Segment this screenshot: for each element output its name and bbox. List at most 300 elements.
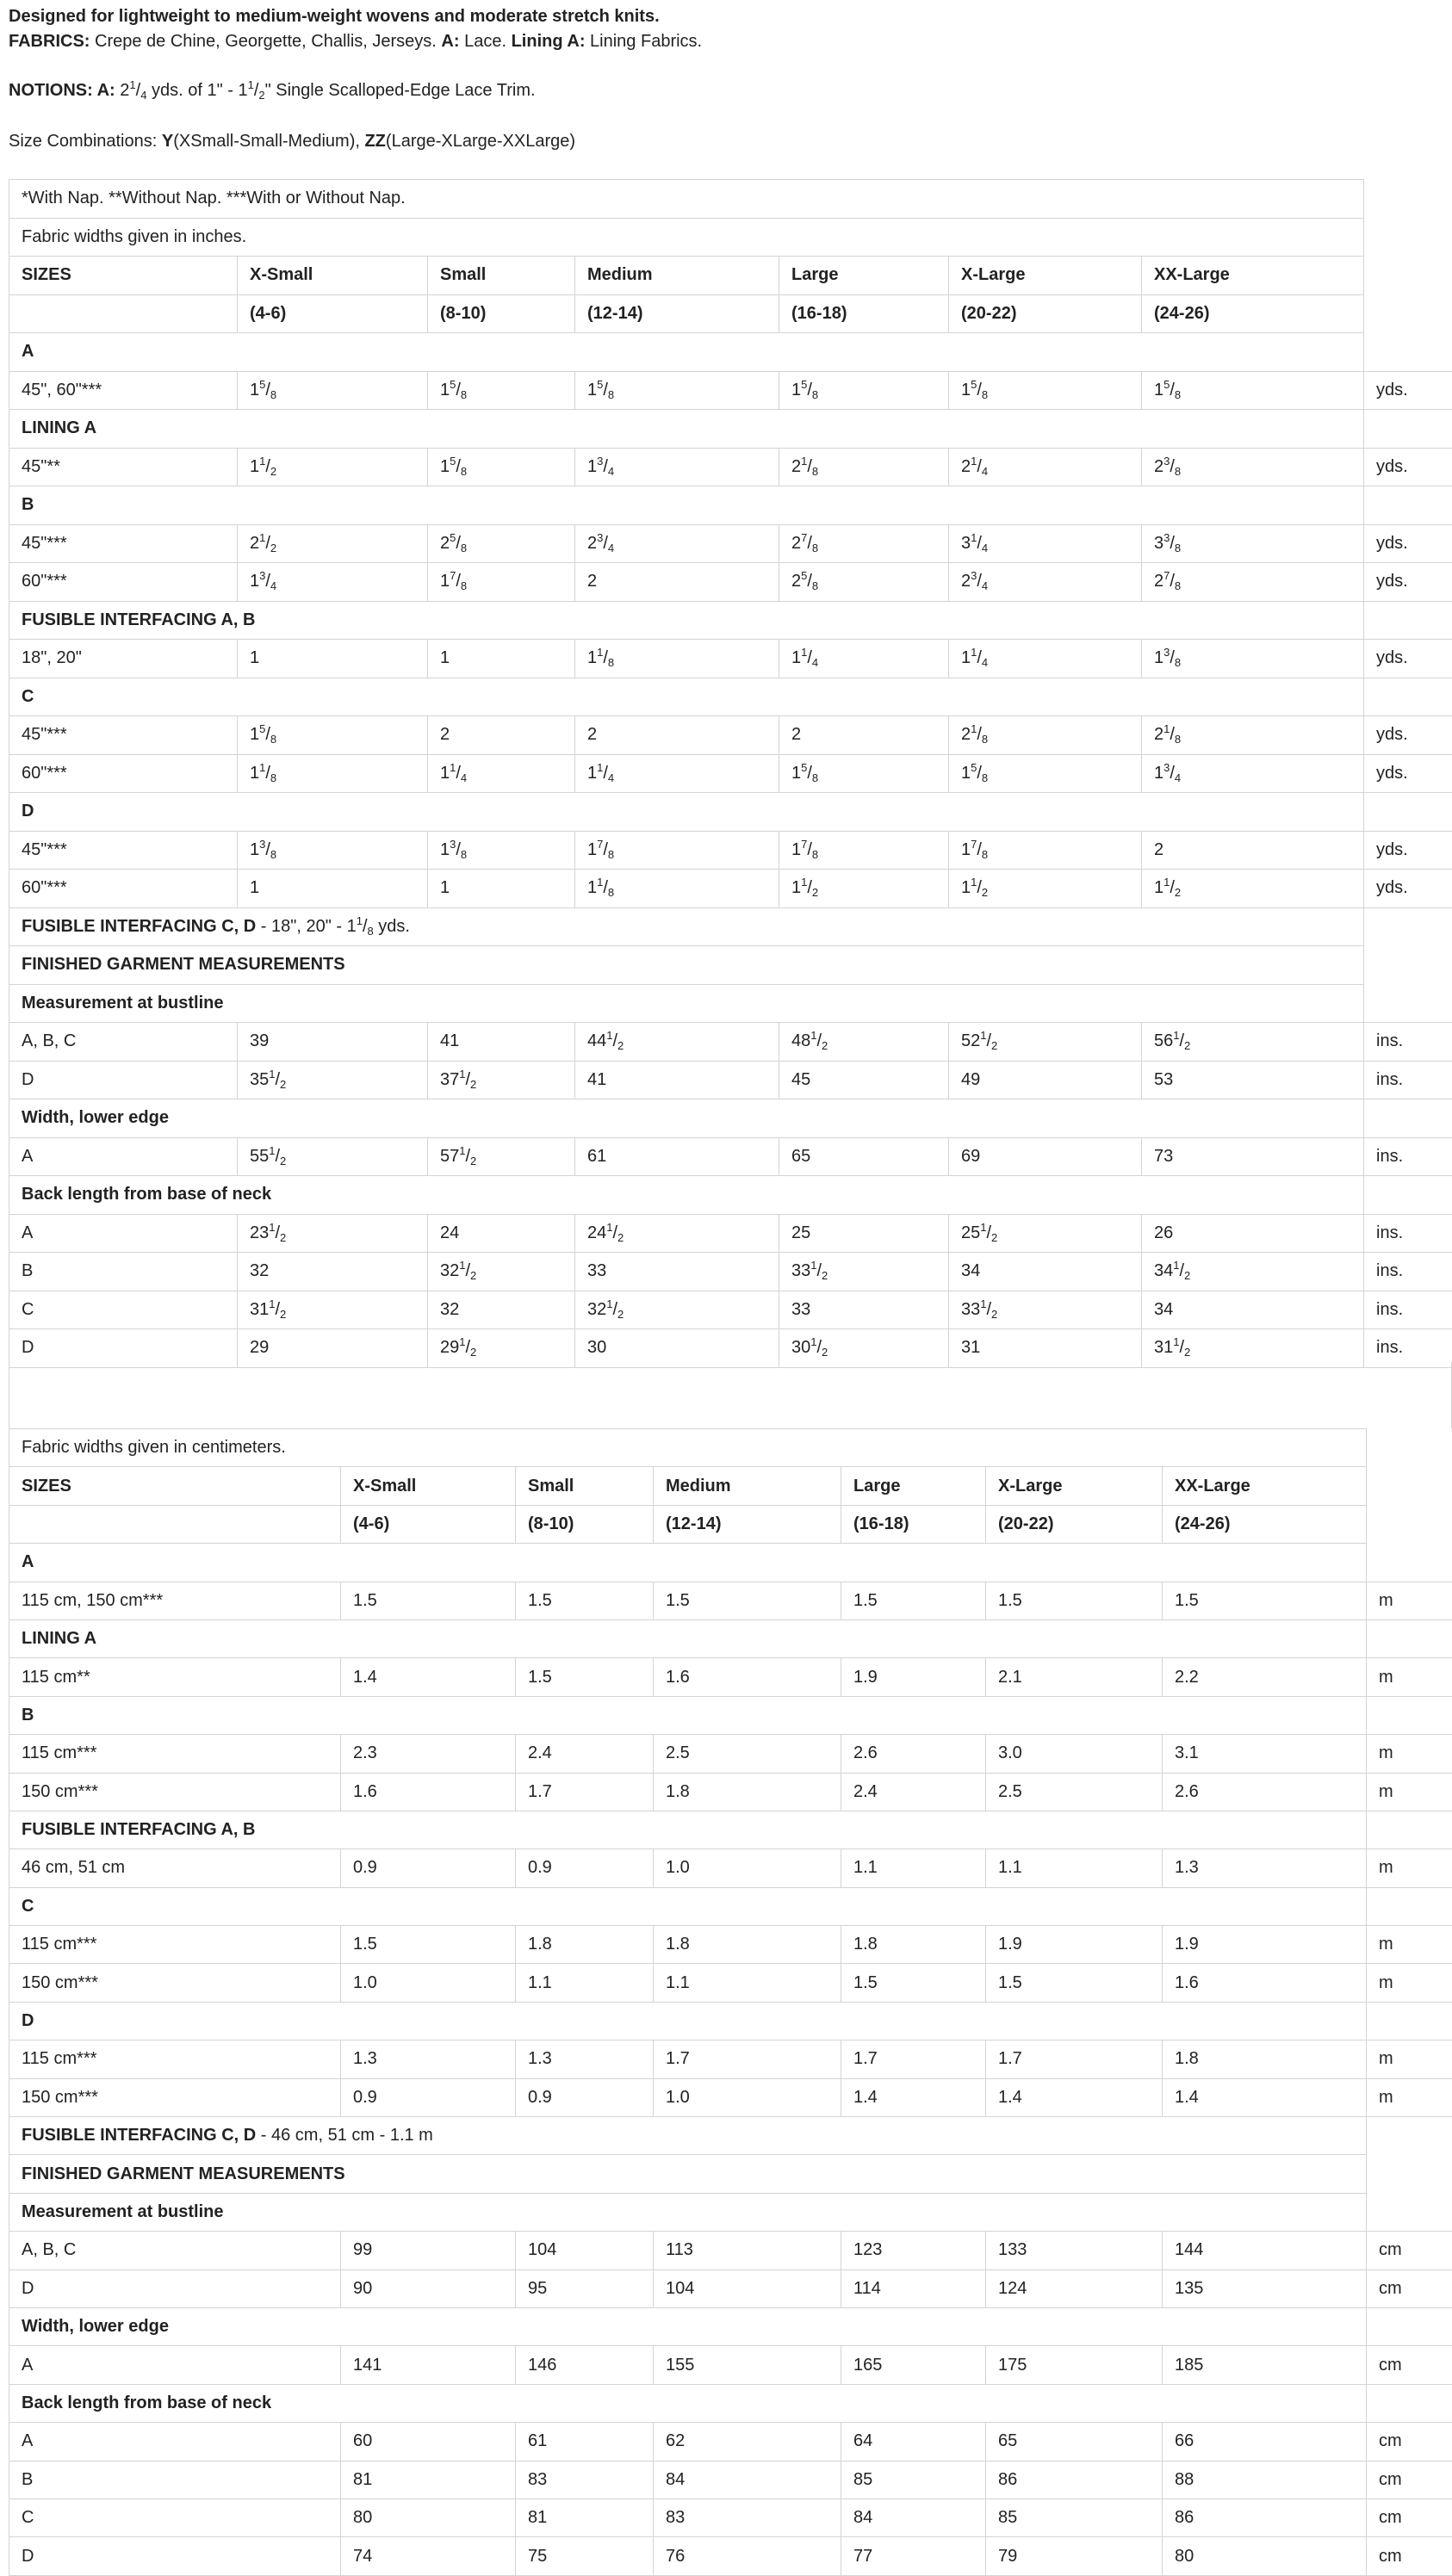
measurement-value: 1.3 (516, 2040, 654, 2078)
measurement-value: 84 (654, 2461, 841, 2499)
section-heading: A (9, 1544, 1367, 1582)
unit-label: m (1367, 1773, 1452, 1811)
row-label: D (9, 2537, 341, 2575)
measurement-value: $31^1/_2$ (238, 1291, 428, 1329)
table-row (9, 2423, 1452, 2461)
measurement-value: 2.2 (1163, 1658, 1367, 1696)
sizes-header: SIZES (9, 257, 238, 295)
measurement-value: 2 (575, 716, 779, 755)
table-row (9, 1849, 1452, 1887)
measurement-value: 88 (1163, 2461, 1367, 2499)
measurement-value: 85 (986, 2499, 1163, 2536)
measurement-value: $1^7/_8$ (949, 831, 1142, 870)
measurement-value: $2^7/_8$ (779, 524, 949, 563)
measurement-value: $1^5/_8$ (428, 448, 575, 486)
empty-cell (1364, 218, 1452, 257)
table-row (9, 2040, 1452, 2078)
measurement-value: 2.5 (986, 1773, 1163, 1811)
measurement-value: 31 (949, 1329, 1142, 1368)
empty-cell (1364, 486, 1452, 525)
measurement-value: 26 (1142, 1214, 1364, 1253)
size-column-header: X-Small (238, 257, 428, 295)
measurement-value: 133 (986, 2232, 1163, 2269)
measurement-value: $2^5/_8$ (779, 563, 949, 602)
table-row (9, 1696, 1452, 1734)
measurement-value: $56^1/_2$ (1142, 1023, 1364, 1062)
measurement-value: $1^5/_8$ (1142, 371, 1364, 410)
measurement-value: 76 (654, 2537, 841, 2575)
measurement-value: 104 (654, 2269, 841, 2307)
size-column-header: (12-14) (575, 294, 779, 333)
measurement-value: 86 (986, 2461, 1163, 2499)
measurement-value: 1.8 (841, 1926, 986, 1964)
measurement-value: $23^1/_2$ (238, 1214, 428, 1253)
table-row (9, 2117, 1452, 2155)
size-column-header: Medium (575, 257, 779, 295)
measurement-value: 34 (1142, 1291, 1364, 1329)
section-heading: B (9, 1696, 1367, 1734)
unit-label: cm (1367, 2232, 1452, 2269)
table-row (9, 180, 1452, 219)
measurement-value: 1.5 (341, 1926, 516, 1964)
measurement-value: 1.5 (516, 1582, 654, 1619)
measurement-value: $31^1/_2$ (1142, 1329, 1364, 1368)
measurement-value: $57^1/_2$ (428, 1137, 575, 1176)
table-row (9, 1023, 1452, 1062)
section-heading: FUSIBLE INTERFACING C, D (22, 917, 256, 936)
table-row (9, 1773, 1452, 1811)
measurement-value: 81 (341, 2461, 516, 2499)
section-heading-with-note (9, 2117, 1367, 2155)
unit-label: cm (1367, 2537, 1452, 2575)
row-label: 18", 20" (9, 640, 238, 678)
table-row (9, 2346, 1452, 2384)
table-row (9, 601, 1452, 640)
table-row (9, 984, 1452, 1023)
measurement-value: $32^1/_2$ (575, 1291, 779, 1329)
measurement-value: 3.0 (986, 1735, 1163, 1773)
table-row (9, 1137, 1452, 1176)
measurement-value: 1.1 (516, 1964, 654, 2002)
table-row (9, 2499, 1452, 2536)
measurement-value: 175 (986, 2346, 1163, 2384)
measurement-value: 1.6 (654, 1658, 841, 1696)
measurement-value: 1.8 (654, 1926, 841, 1964)
measurement-value: $2^1/_8$ (949, 716, 1142, 755)
measurement-value: $48^1/_2$ (779, 1023, 949, 1062)
table-row (9, 1291, 1452, 1329)
size-combinations-line: Size Combinations: Y(XSmall-Small-Medium), ZZ(Large-XLarge-XXLarge) (9, 128, 575, 154)
measurement-value: 1 (428, 640, 575, 678)
table-row (9, 1061, 1452, 1099)
table-row (9, 410, 1452, 449)
row-label: 60"*** (9, 754, 238, 793)
empty-cell (1367, 1619, 1452, 1657)
empty-cell (1367, 1467, 1452, 1505)
measurement-value: 2.1 (986, 1658, 1163, 1696)
size-column-header: X-Large (949, 257, 1142, 295)
measurement-value: 0.9 (341, 1849, 516, 1887)
empty-cell (1364, 678, 1452, 716)
row-label: 45"*** (9, 716, 238, 755)
unit-label: yds. (1364, 371, 1452, 410)
measurement-value: 1.4 (1163, 2078, 1367, 2116)
size-column-header: XX-Large (1142, 257, 1364, 295)
measurement-value: $32^1/_2$ (428, 1253, 575, 1291)
section-heading: D (9, 2002, 1367, 2040)
measurement-value: 39 (238, 1023, 428, 1062)
size-column-header: (20-22) (949, 294, 1142, 333)
yardage-table-inches (9, 179, 1452, 1368)
unit-label: cm (1367, 2461, 1452, 2499)
measurement-value: $2^1/_8$ (1142, 716, 1364, 755)
row-label: 115 cm*** (9, 1735, 341, 1773)
measurement-value: 1.6 (1163, 1964, 1367, 2002)
sizes-header: SIZES (9, 1467, 341, 1505)
table-row (9, 2155, 1452, 2193)
table-row (9, 1811, 1452, 1848)
size-column-header: (4-6) (238, 294, 428, 333)
section-heading-with-note (9, 907, 1364, 946)
table-row (9, 2384, 1452, 2422)
section-heading: Measurement at bustline (9, 2193, 1367, 2231)
row-label: 115 cm*** (9, 1926, 341, 1964)
unit-label: m (1367, 1964, 1452, 2002)
measurement-value: $1^1/_2$ (779, 870, 949, 908)
measurement-value: 1.8 (1163, 2040, 1367, 2078)
row-label: 45"*** (9, 524, 238, 563)
measurement-value: 1.5 (841, 1964, 986, 2002)
measurement-value: 33 (779, 1291, 949, 1329)
measurement-value: $1^5/_8$ (428, 371, 575, 410)
measurement-value: $55^1/_2$ (238, 1137, 428, 1176)
empty-cell (1364, 1099, 1452, 1138)
unit-label: yds. (1364, 754, 1452, 793)
measurement-value: 1.1 (654, 1964, 841, 2002)
table-row (9, 294, 1452, 333)
measurement-value: 1.4 (841, 2078, 986, 2116)
section-heading: C (9, 1887, 1367, 1925)
unit-label: ins. (1364, 1253, 1452, 1291)
measurement-value: 1.1 (986, 1849, 1163, 1887)
size-column-header: (24-26) (1163, 1505, 1367, 1543)
measurement-value: 135 (1163, 2269, 1367, 2307)
measurement-value: $1^3/_4$ (575, 448, 779, 486)
empty-cell (1367, 1811, 1452, 1848)
size-column-header: Large (841, 1467, 986, 1505)
table-row (9, 1253, 1452, 1291)
empty-cell (1367, 2307, 1452, 2345)
table-row (9, 716, 1452, 755)
measurement-value: $25^1/_2$ (949, 1214, 1142, 1253)
section-heading: Width, lower edge (9, 1099, 1364, 1138)
measurement-value: $1^1/_4$ (428, 754, 575, 793)
table-row (9, 678, 1452, 716)
empty-cell (1364, 946, 1452, 985)
section-note: - 18", 20" - $1^1/_8$ yds. (256, 917, 410, 936)
measurement-value: $1^5/_8$ (949, 371, 1142, 410)
table-row (9, 2078, 1452, 2116)
measurement-value: $44^1/_2$ (575, 1023, 779, 1062)
measurement-value: 1.8 (516, 1926, 654, 1964)
measurement-value: 146 (516, 2346, 654, 2384)
measurement-value: 65 (986, 2423, 1163, 2461)
measurement-value: 1.5 (986, 1964, 1163, 2002)
empty-cell (1364, 257, 1452, 295)
fabrics-line: FABRICS: Crepe de Chine, Georgette, Challis, Jerseys. A: Lace. Lining A: Lining Fabrics. (9, 28, 702, 54)
section-heading: B (9, 486, 1364, 525)
table-row (9, 2461, 1452, 2499)
table-note: Fabric widths given in inches. (9, 218, 1364, 257)
table-row (9, 831, 1452, 870)
measurement-value: $1^1/_8$ (575, 640, 779, 678)
table-row (9, 1505, 1452, 1543)
measurement-value: $2^1/_8$ (779, 448, 949, 486)
section-heading: Width, lower edge (9, 2307, 1367, 2345)
measurement-value: 2.4 (841, 1773, 986, 1811)
table-row (9, 754, 1452, 793)
measurement-value: $1^5/_8$ (779, 754, 949, 793)
table-note: *With Nap. **Without Nap. ***With or Without Nap. (9, 180, 1364, 219)
measurement-value: 25 (779, 1214, 949, 1253)
measurement-value: $1^3/_8$ (428, 831, 575, 870)
row-label: 46 cm, 51 cm (9, 1849, 341, 1887)
table-row (9, 371, 1452, 410)
measurement-value: $1^5/_8$ (575, 371, 779, 410)
table-row (9, 218, 1452, 257)
row-label: 115 cm, 150 cm*** (9, 1582, 341, 1619)
unit-label: yds. (1364, 716, 1452, 755)
yardage-table-centimeters (9, 1428, 1452, 2576)
measurement-value: 32 (238, 1253, 428, 1291)
measurement-value: $30^1/_2$ (779, 1329, 949, 1368)
measurement-value: 83 (516, 2461, 654, 2499)
unit-label: m (1367, 1926, 1452, 1964)
unit-label: yds. (1364, 448, 1452, 486)
row-label: A, B, C (9, 2232, 341, 2269)
size-column-header: XX-Large (1163, 1467, 1367, 1505)
notions-line: NOTIONS: A: $2^1/_4$ yds. of 1" - $1^1/_2$" Single Scalloped-Edge Lace Trim. (9, 77, 536, 103)
row-label: B (9, 1253, 238, 1291)
measurement-value: $34^1/_2$ (1142, 1253, 1364, 1291)
table-row (9, 2537, 1452, 2575)
section-heading: A (9, 333, 1364, 372)
measurement-value: $24^1/_2$ (575, 1214, 779, 1253)
size-column-header: (16-18) (841, 1505, 986, 1543)
measurement-value: 2.4 (516, 1735, 654, 1773)
measurement-value: 33 (575, 1253, 779, 1291)
measurement-value: 3.1 (1163, 1735, 1367, 1773)
row-label: A (9, 1214, 238, 1253)
unit-label: ins. (1364, 1137, 1452, 1176)
measurement-value: $3^3/_8$ (1142, 524, 1364, 563)
empty-cell (1367, 2155, 1452, 2193)
empty-cell (1367, 2117, 1452, 2155)
table-row (9, 870, 1452, 908)
unit-label: ins. (1364, 1023, 1452, 1062)
measurement-value: 1.8 (654, 1773, 841, 1811)
measurement-value: 29 (238, 1329, 428, 1368)
unit-label: ins. (1364, 1214, 1452, 1253)
empty-cell (1364, 793, 1452, 832)
table-row (9, 1658, 1452, 1696)
measurement-value: 1.9 (841, 1658, 986, 1696)
measurement-value: 1 (238, 640, 428, 678)
measurement-value: 1.9 (1163, 1926, 1367, 1964)
table-row (9, 1926, 1452, 1964)
measurement-value: $37^1/_2$ (428, 1061, 575, 1099)
measurement-value: 1.6 (341, 1773, 516, 1811)
measurement-value: 1.7 (986, 2040, 1163, 2078)
measurement-value: 49 (949, 1061, 1142, 1099)
row-label: D (9, 2269, 341, 2307)
row-label: 45"** (9, 448, 238, 486)
measurement-value: 1.4 (341, 1658, 516, 1696)
unit-label: m (1367, 1658, 1452, 1696)
section-heading: C (9, 678, 1364, 716)
section-heading: Back length from base of neck (9, 2384, 1367, 2422)
section-heading: FUSIBLE INTERFACING A, B (9, 1811, 1367, 1848)
section-heading: FUSIBLE INTERFACING C, D (22, 2126, 256, 2145)
measurement-value: 123 (841, 2232, 986, 2269)
section-heading: D (9, 793, 1364, 832)
unit-label: yds. (1364, 524, 1452, 563)
measurement-value: 144 (1163, 2232, 1367, 2269)
row-label: 150 cm*** (9, 2078, 341, 2116)
section-heading: FINISHED GARMENT MEASUREMENTS (9, 2155, 1367, 2193)
table-row (9, 640, 1452, 678)
measurement-value: 79 (986, 2537, 1163, 2575)
unit-label: m (1367, 1582, 1452, 1619)
measurement-value: 24 (428, 1214, 575, 1253)
measurement-value: 99 (341, 2232, 516, 2269)
measurement-value: 2 (428, 716, 575, 755)
measurement-value: 2.3 (341, 1735, 516, 1773)
measurement-value: $1^5/_8$ (949, 754, 1142, 793)
measurement-value: 1.7 (654, 2040, 841, 2078)
row-label: 115 cm** (9, 1658, 341, 1696)
measurement-value: 141 (341, 2346, 516, 2384)
measurement-value: 1.9 (986, 1926, 1163, 1964)
measurement-value: $1^1/_2$ (238, 448, 428, 486)
fabric-weight-description: Designed for lightweight to medium-weight wovens and moderate stretch knits. (9, 3, 660, 29)
measurement-value: 60 (341, 2423, 516, 2461)
empty-cell (1367, 2384, 1452, 2422)
measurement-value: 65 (779, 1137, 949, 1176)
measurement-value: 165 (841, 2346, 986, 2384)
size-column-header: (24-26) (1142, 294, 1364, 333)
table-row (9, 2307, 1452, 2345)
measurement-value: 41 (575, 1061, 779, 1099)
row-label: A (9, 1137, 238, 1176)
measurement-value: 61 (575, 1137, 779, 1176)
unit-label: yds. (1364, 831, 1452, 870)
section-heading: FUSIBLE INTERFACING A, B (9, 601, 1364, 640)
measurement-value: $1^3/_8$ (238, 831, 428, 870)
unit-label: cm (1367, 2346, 1452, 2384)
table-row (9, 2193, 1452, 2231)
row-label: A, B, C (9, 1023, 238, 1062)
measurement-value: 73 (1142, 1137, 1364, 1176)
unit-label: ins. (1364, 1291, 1452, 1329)
row-label: 45", 60"*** (9, 371, 238, 410)
size-column-header: (8-10) (428, 294, 575, 333)
measurement-value: 0.9 (516, 2078, 654, 2116)
table-row (9, 1964, 1452, 2002)
row-label: C (9, 1291, 238, 1329)
table-row (9, 2232, 1452, 2269)
table-row (9, 2269, 1452, 2307)
measurement-value: 77 (841, 2537, 986, 2575)
measurement-value: 64 (841, 2423, 986, 2461)
measurement-value: 2 (779, 716, 949, 755)
measurement-value: 80 (1163, 2537, 1367, 2575)
measurement-value: $1^7/_8$ (575, 831, 779, 870)
measurement-value: 185 (1163, 2346, 1367, 2384)
measurement-value: $1^7/_8$ (428, 563, 575, 602)
empty-cell (1364, 984, 1452, 1023)
measurement-value: $1^1/_4$ (575, 754, 779, 793)
measurement-value: $29^1/_2$ (428, 1329, 575, 1368)
size-column-header: X-Large (986, 1467, 1163, 1505)
measurement-value: 1.0 (654, 2078, 841, 2116)
table-note: Fabric widths given in centimeters. (9, 1429, 1367, 1467)
measurement-value: 69 (949, 1137, 1142, 1176)
unit-label: m (1367, 1849, 1452, 1887)
measurement-value: $1^7/_8$ (779, 831, 949, 870)
measurement-value: 1.7 (841, 2040, 986, 2078)
table-row (9, 1099, 1452, 1138)
measurement-value: 34 (949, 1253, 1142, 1291)
table-row (9, 793, 1452, 832)
measurement-value: 84 (841, 2499, 986, 2536)
measurement-value: $1^3/_4$ (238, 563, 428, 602)
table-row (9, 1429, 1452, 1467)
measurement-value: 86 (1163, 2499, 1367, 2536)
table-row (9, 2002, 1452, 2040)
measurement-value: 2.6 (1163, 1773, 1367, 1811)
measurement-value: 1.5 (516, 1658, 654, 1696)
measurement-value: 75 (516, 2537, 654, 2575)
measurement-value: 30 (575, 1329, 779, 1368)
measurement-value: 32 (428, 1291, 575, 1329)
measurement-value: $1^3/_4$ (1142, 754, 1364, 793)
measurement-value: $1^5/_8$ (238, 371, 428, 410)
row-label: 150 cm*** (9, 1773, 341, 1811)
table-row (9, 1619, 1452, 1657)
table-row (9, 257, 1452, 295)
measurement-value: 113 (654, 2232, 841, 2269)
unit-label: yds. (1364, 563, 1452, 602)
unit-label: yds. (1364, 640, 1452, 678)
size-column-header: Small (516, 1467, 654, 1505)
empty-cell (1367, 2002, 1452, 2040)
empty-cell (1364, 907, 1452, 946)
table-row (9, 524, 1452, 563)
measurement-value: 155 (654, 2346, 841, 2384)
measurement-value: $2^5/_8$ (428, 524, 575, 563)
row-label: A (9, 2346, 341, 2384)
empty-cell (1367, 2193, 1452, 2231)
unit-label: m (1367, 1735, 1452, 1773)
measurement-value: $1^1/_8$ (575, 870, 779, 908)
size-column-header: (8-10) (516, 1505, 654, 1543)
table-row (9, 946, 1452, 985)
table-row (9, 1467, 1452, 1505)
measurement-value: 1.3 (341, 2040, 516, 2078)
measurement-value: 1 (428, 870, 575, 908)
measurement-value: $1^1/_2$ (949, 870, 1142, 908)
